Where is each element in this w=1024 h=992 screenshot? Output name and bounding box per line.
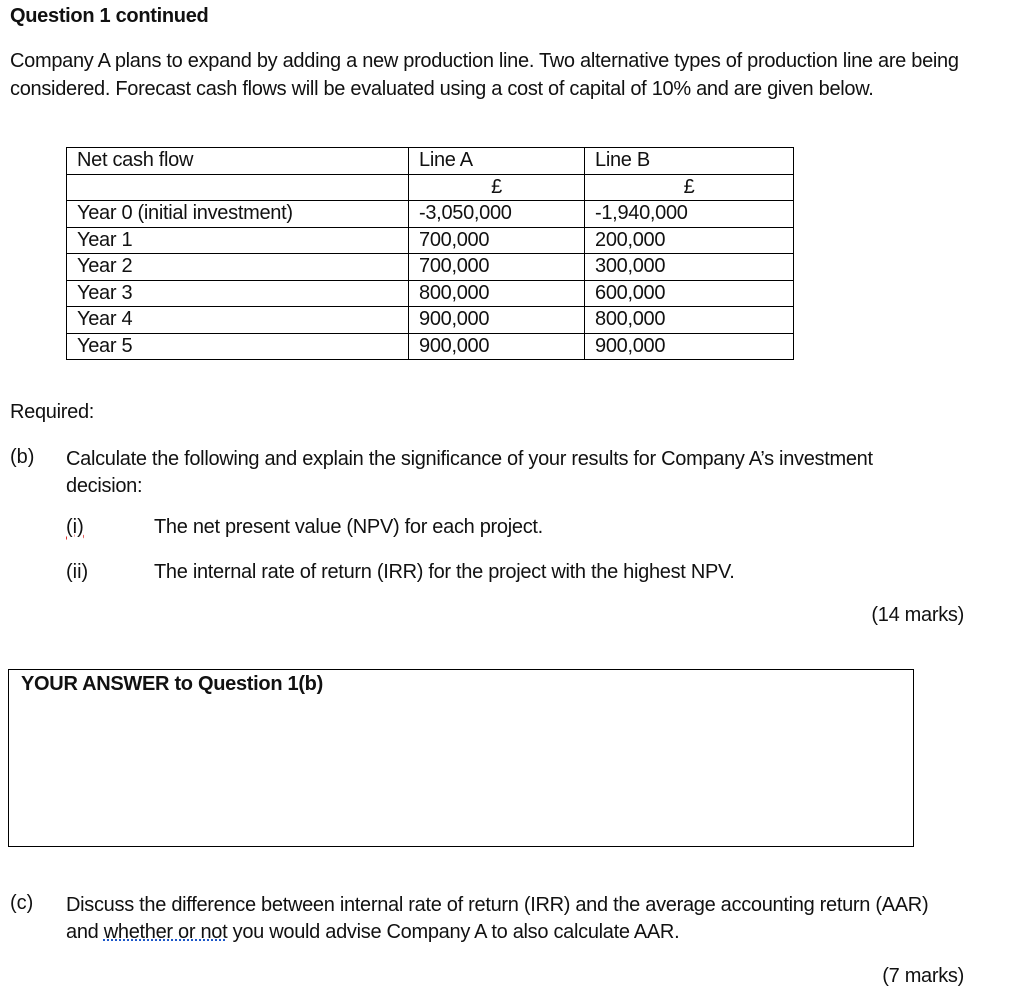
- line-a-value: 900,000: [409, 333, 585, 360]
- line-b-value: 900,000: [585, 333, 794, 360]
- row-label: Year 0 (initial investment): [67, 201, 409, 228]
- answer-box[interactable]: [8, 669, 914, 847]
- subpart-ii-text: The internal rate of return (IRR) for the project with the highest NPV.: [154, 561, 735, 583]
- currency-cell-label: [67, 174, 409, 201]
- row-label: Year 3: [67, 280, 409, 307]
- line-b-value: 200,000: [585, 227, 794, 254]
- line-a-value: 800,000: [409, 280, 585, 307]
- table-row: [67, 201, 794, 228]
- line-b-value: 300,000: [585, 254, 794, 281]
- row-label: Year 1: [67, 227, 409, 254]
- line-a-value: 700,000: [409, 254, 585, 281]
- table-row: [67, 307, 794, 334]
- part-c-text-before: Discuss the difference between internal rate of return (IRR) and the average accounting return (AAR) and: [66, 894, 929, 943]
- part-b-label: (b): [10, 446, 35, 468]
- question-heading: Question 1 continued: [10, 5, 209, 27]
- header-net-cash-flow: Net cash flow: [67, 148, 409, 175]
- table-row: [67, 333, 794, 360]
- line-b-value: -1,940,000: [585, 201, 794, 228]
- currency-cell-line-b: £: [585, 174, 794, 201]
- required-label: Required:: [10, 401, 95, 423]
- header-line-a: Line A: [409, 148, 585, 175]
- subpart-ii-label: (ii): [66, 561, 89, 583]
- part-b-text: Calculate the following and explain the significance of your results for Company A’s investment decision:: [66, 448, 873, 497]
- table-header-row: [67, 148, 794, 175]
- currency-row: [67, 174, 794, 201]
- line-a-value: -3,050,000: [409, 201, 585, 228]
- part-c-text-highlight: whether or not: [103, 921, 228, 943]
- part-c-text: [66, 892, 966, 946]
- part-c-marks: (7 marks): [882, 965, 964, 987]
- currency-cell-line-a: £: [409, 174, 585, 201]
- table-row: [67, 280, 794, 307]
- row-label: Year 5: [67, 333, 409, 360]
- part-b-marks: (14 marks): [871, 604, 964, 626]
- cash-flow-table: [66, 147, 794, 360]
- part-c-text-after: you would advise Company A to also calculate AAR.: [227, 921, 680, 943]
- line-b-value: 600,000: [585, 280, 794, 307]
- line-a-value: 700,000: [409, 227, 585, 254]
- row-label: Year 2: [67, 254, 409, 281]
- header-line-b: Line B: [585, 148, 794, 175]
- table-row: [67, 254, 794, 281]
- line-a-value: 900,000: [409, 307, 585, 334]
- table-row: [67, 227, 794, 254]
- subpart-i-label: (i): [66, 516, 84, 538]
- answer-box-title: YOUR ANSWER to Question 1(b): [21, 673, 323, 695]
- subpart-i-text: The net present value (NPV) for each project.: [154, 516, 543, 538]
- row-label: Year 4: [67, 307, 409, 334]
- part-c-label: (c): [10, 892, 34, 914]
- intro-paragraph: Company A plans to expand by adding a new production line. Two alternative types of production line are being considered. Forecast cash flows will be evaluated using a cost of capital of 10% and are given below.: [10, 50, 959, 100]
- line-b-value: 800,000: [585, 307, 794, 334]
